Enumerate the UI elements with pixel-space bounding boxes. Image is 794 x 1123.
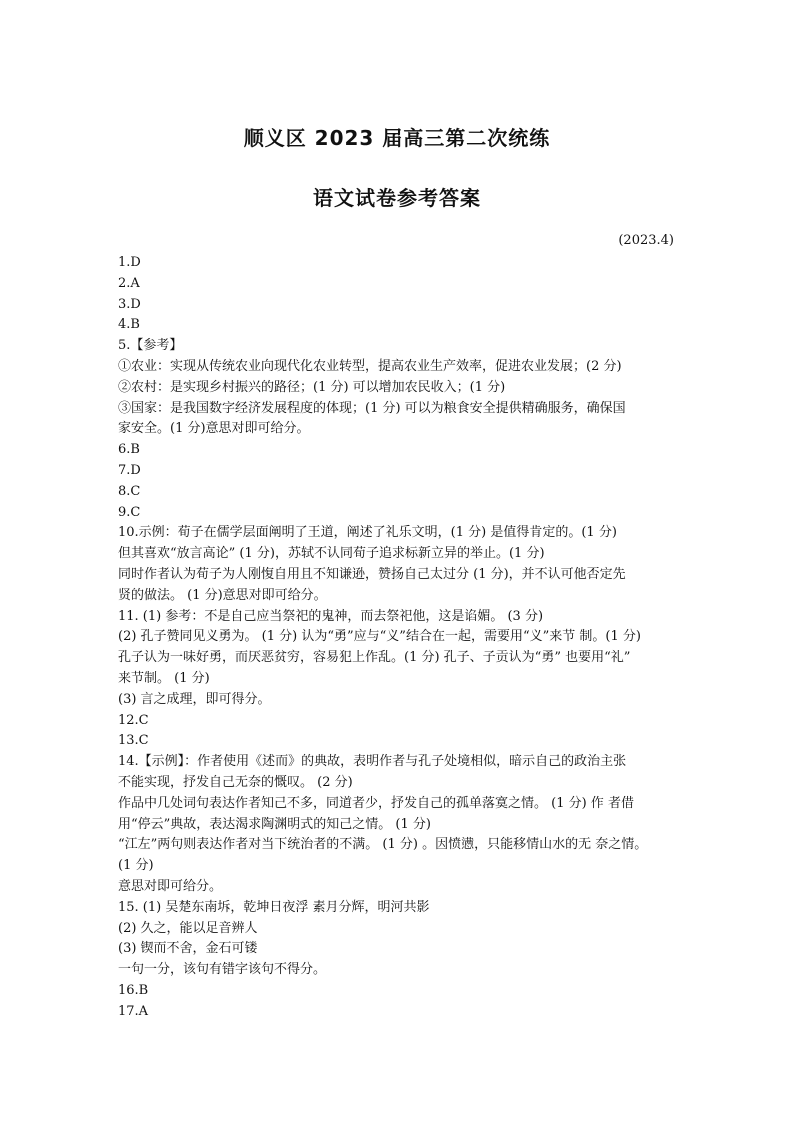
answer-line: 8.C: [118, 483, 141, 499]
answer-line: 同时作者认为荀子为人刚愎自用且不知谦逊，赞扬自己太过分 (1 分)，并不认可他否定先: [118, 566, 626, 582]
answer-line: 6.B: [118, 442, 140, 458]
answer-line: 16.B: [118, 982, 149, 998]
answer-line: 7.D: [118, 462, 141, 478]
answer-line: 但其喜欢“放言高论” (1 分)，苏轼不认同荀子追求标新立异的举止。(1 分): [118, 546, 545, 562]
answer-line: 用“停云”典故，表达渴求陶渊明式的知己之情。 (1 分): [118, 816, 431, 832]
answer-line: 17.A: [118, 1003, 149, 1019]
answer-line: 作品中几处词句表达作者知己不多，同道者少，抒发自己的孤单落寞之情。 (1 分) 作 者借: [118, 795, 634, 811]
answer-line: ③国家：是我国数字经济发展程度的体现；(1 分) 可以为粮食安全提供精确服务，确保国: [118, 400, 626, 416]
answer-line: 来节制。 (1 分): [118, 670, 210, 686]
answer-line: ①农业：实现从传统农业向现代化农业转型，提高农业生产效率，促进农业发展；(2 分): [118, 358, 622, 374]
answer-line: (3) 言之成理，即可得分。: [118, 691, 271, 707]
answer-line: 12.C: [118, 712, 149, 728]
answer-line: (1 分): [118, 858, 154, 874]
answer-line: 3.D: [118, 296, 141, 312]
answer-line: 意思对即可给分。: [118, 878, 223, 894]
answer-line: 11. (1) 参考：不是自己应当祭祀的鬼神，而去祭祀他，这是谄媚。 (3 分): [118, 608, 544, 624]
document-title: 顺义区 2023 届高三第二次统练: [243, 126, 551, 150]
answer-line: 5.【参考】: [118, 338, 183, 354]
answer-line: (2) 孔子赞同见义勇为。 (1 分) 认为“勇”应与“义”结合在一起，需要用“义”来节 制。(1 分): [118, 629, 641, 645]
answer-line: 4.B: [118, 317, 140, 333]
answer-line: 孔子认为一味好勇，而厌恶贫穷，容易犯上作乱。(1 分) 孔子、子贡认为“勇” 也要用“礼”: [118, 650, 631, 666]
answer-list: [118, 253, 678, 1022]
answer-line: (3) 锲而不舍，金石可镂: [118, 941, 258, 957]
answer-line: (2) 久之，能以足音辨人: [118, 920, 258, 936]
answer-line: 1.D: [118, 255, 141, 270]
answer-line: 13.C: [118, 733, 149, 749]
answer-line: 不能实现，抒发自己无奈的慨叹。 (2 分): [118, 774, 353, 790]
document-date: (2023.4): [618, 233, 674, 248]
answer-line: “江左”两句则表达作者对当下统治者的不满。 (1 分) 。因愤懑，只能移情山水的无 奈之情。: [118, 837, 648, 853]
answer-line: 一句一分，该句有错字该句不得分。: [118, 962, 327, 978]
answer-line: 家安全。(1 分)意思对即可给分。: [118, 421, 310, 437]
answer-line: 2.A: [118, 275, 140, 291]
answer-line: 9.C: [118, 504, 141, 520]
answer-line: 15. (1) 吴楚东南坼，乾坤日夜浮 素月分辉，明河共影: [118, 899, 430, 915]
document-subtitle: 语文试卷参考答案: [313, 186, 481, 210]
answer-line: 14.【示例】：作者使用《述而》的典故，表明作者与孔子处境相似，暗示自己的政治主张: [118, 754, 627, 770]
answer-line: 10.示例：荀子在儒学层面阐明了王道，阐述了礼乐文明，(1 分) 是值得肯定的。(1 分): [118, 525, 617, 541]
answer-line: ②农村：是实现乡村振兴的路径；(1 分) 可以增加农民收入；(1 分): [118, 379, 506, 395]
answer-line: 贤的做法。 (1 分)意思对即可给分。: [118, 587, 327, 603]
